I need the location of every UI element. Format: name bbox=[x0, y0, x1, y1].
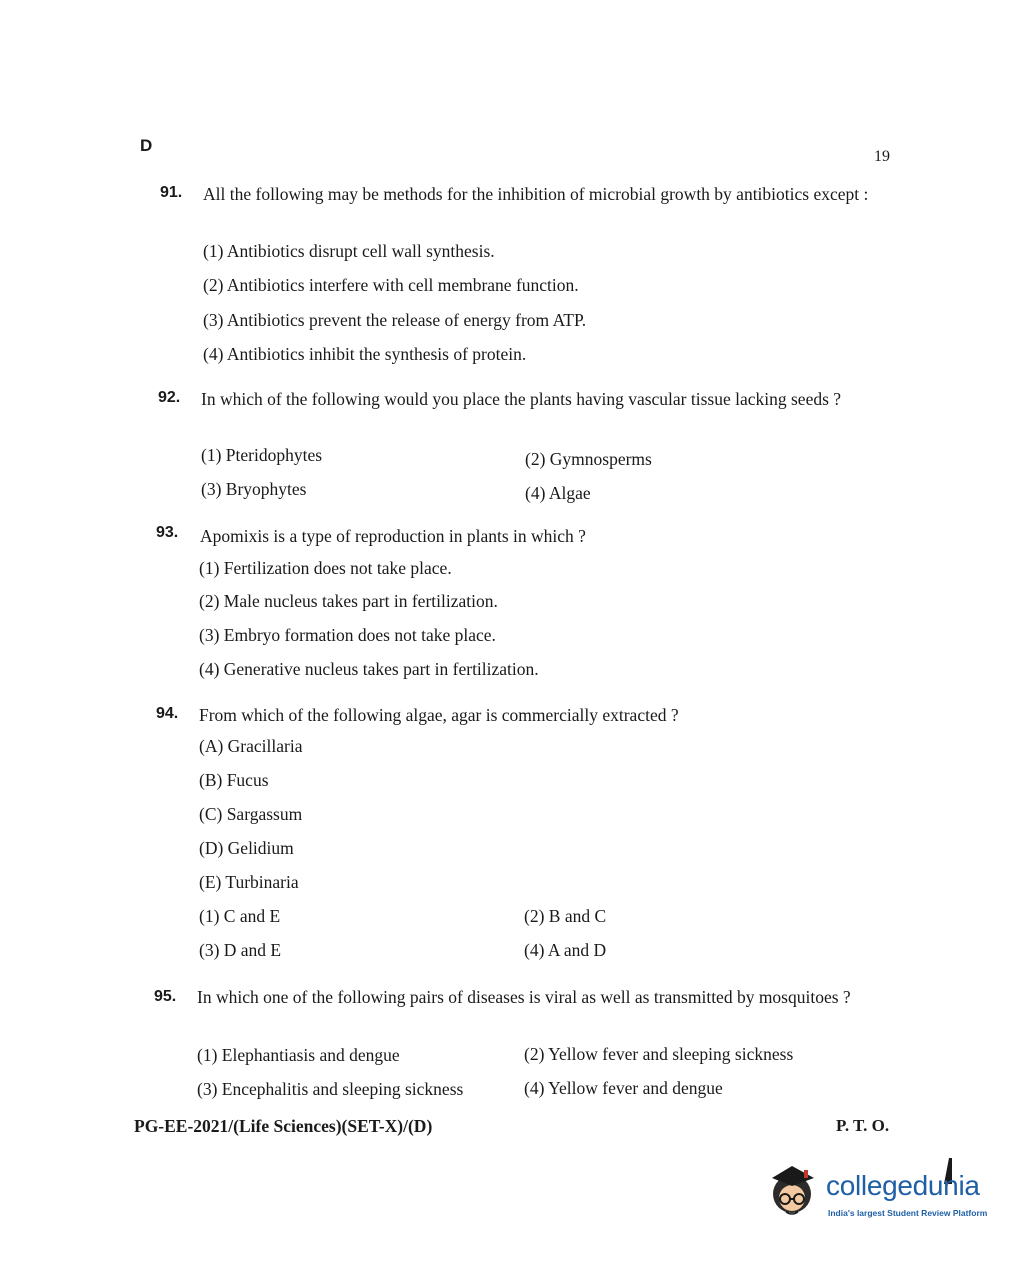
question-number: 92. bbox=[158, 389, 181, 406]
option: (4) Yellow fever and dengue bbox=[524, 1078, 723, 1098]
brand-tagline: India's largest Student Review Platform bbox=[828, 1208, 988, 1218]
list-item: (C) Sargassum bbox=[199, 804, 303, 824]
list-item: (D) Gelidium bbox=[199, 838, 294, 858]
option: (4) A and D bbox=[524, 940, 607, 960]
question-text: Apomixis is a type of reproduction in plants in which ? bbox=[200, 526, 586, 546]
option: (1) Elephantiasis and dengue bbox=[197, 1045, 400, 1065]
option: (3) Embryo formation does not take place. bbox=[199, 625, 496, 645]
question-number: 91. bbox=[160, 184, 183, 201]
option: (3) Bryophytes bbox=[201, 479, 307, 499]
question-text: All the following may be methods for the inhibition of microbial growth by antibiotics except : bbox=[203, 184, 869, 204]
option: (1) Fertilization does not take place. bbox=[199, 558, 452, 578]
set-letter: D bbox=[140, 136, 153, 155]
option: (4) Antibiotics inhibit the synthesis of protein. bbox=[203, 344, 527, 364]
question-text: From which of the following algae, agar is commercially extracted ? bbox=[199, 705, 679, 725]
option: (2) Male nucleus takes part in fertilization. bbox=[199, 591, 498, 611]
question-text: In which of the following would you place the plants having vascular tissue lacking seeds ? bbox=[201, 389, 842, 409]
list-item: (B) Fucus bbox=[199, 770, 269, 790]
pto-label: P. T. O. bbox=[836, 1116, 890, 1135]
option: (2) Antibiotics interfere with cell membrane function. bbox=[203, 275, 579, 295]
brand-name: collegedunia bbox=[826, 1170, 980, 1201]
option: (4) Algae bbox=[525, 483, 591, 503]
option: (4) Generative nucleus takes part in fertilization. bbox=[199, 659, 539, 679]
option: (1) Antibiotics disrupt cell wall synthesis. bbox=[203, 241, 495, 261]
option: (2) Gymnosperms bbox=[525, 449, 652, 469]
exam-code: PG-EE-2021/(Life Sciences)(SET-X)/(D) bbox=[134, 1116, 433, 1136]
option: (2) B and C bbox=[524, 906, 607, 926]
question-number: 95. bbox=[154, 988, 177, 1005]
option: (1) C and E bbox=[199, 906, 281, 926]
page-number: 19 bbox=[874, 148, 890, 165]
option: (3) D and E bbox=[199, 940, 282, 960]
list-item: (A) Gracillaria bbox=[199, 736, 303, 756]
list-item: (E) Turbinaria bbox=[199, 872, 299, 892]
option: (1) Pteridophytes bbox=[201, 445, 323, 465]
question-text: In which one of the following pairs of diseases is viral as well as transmitted by mosquitoes ? bbox=[197, 987, 851, 1007]
option: (2) Yellow fever and sleeping sickness bbox=[524, 1044, 794, 1064]
question-number: 94. bbox=[156, 705, 179, 722]
option: (3) Antibiotics prevent the release of energy from ATP. bbox=[203, 310, 587, 330]
option: (3) Encephalitis and sleeping sickness bbox=[197, 1079, 464, 1099]
question-number: 93. bbox=[156, 524, 179, 541]
